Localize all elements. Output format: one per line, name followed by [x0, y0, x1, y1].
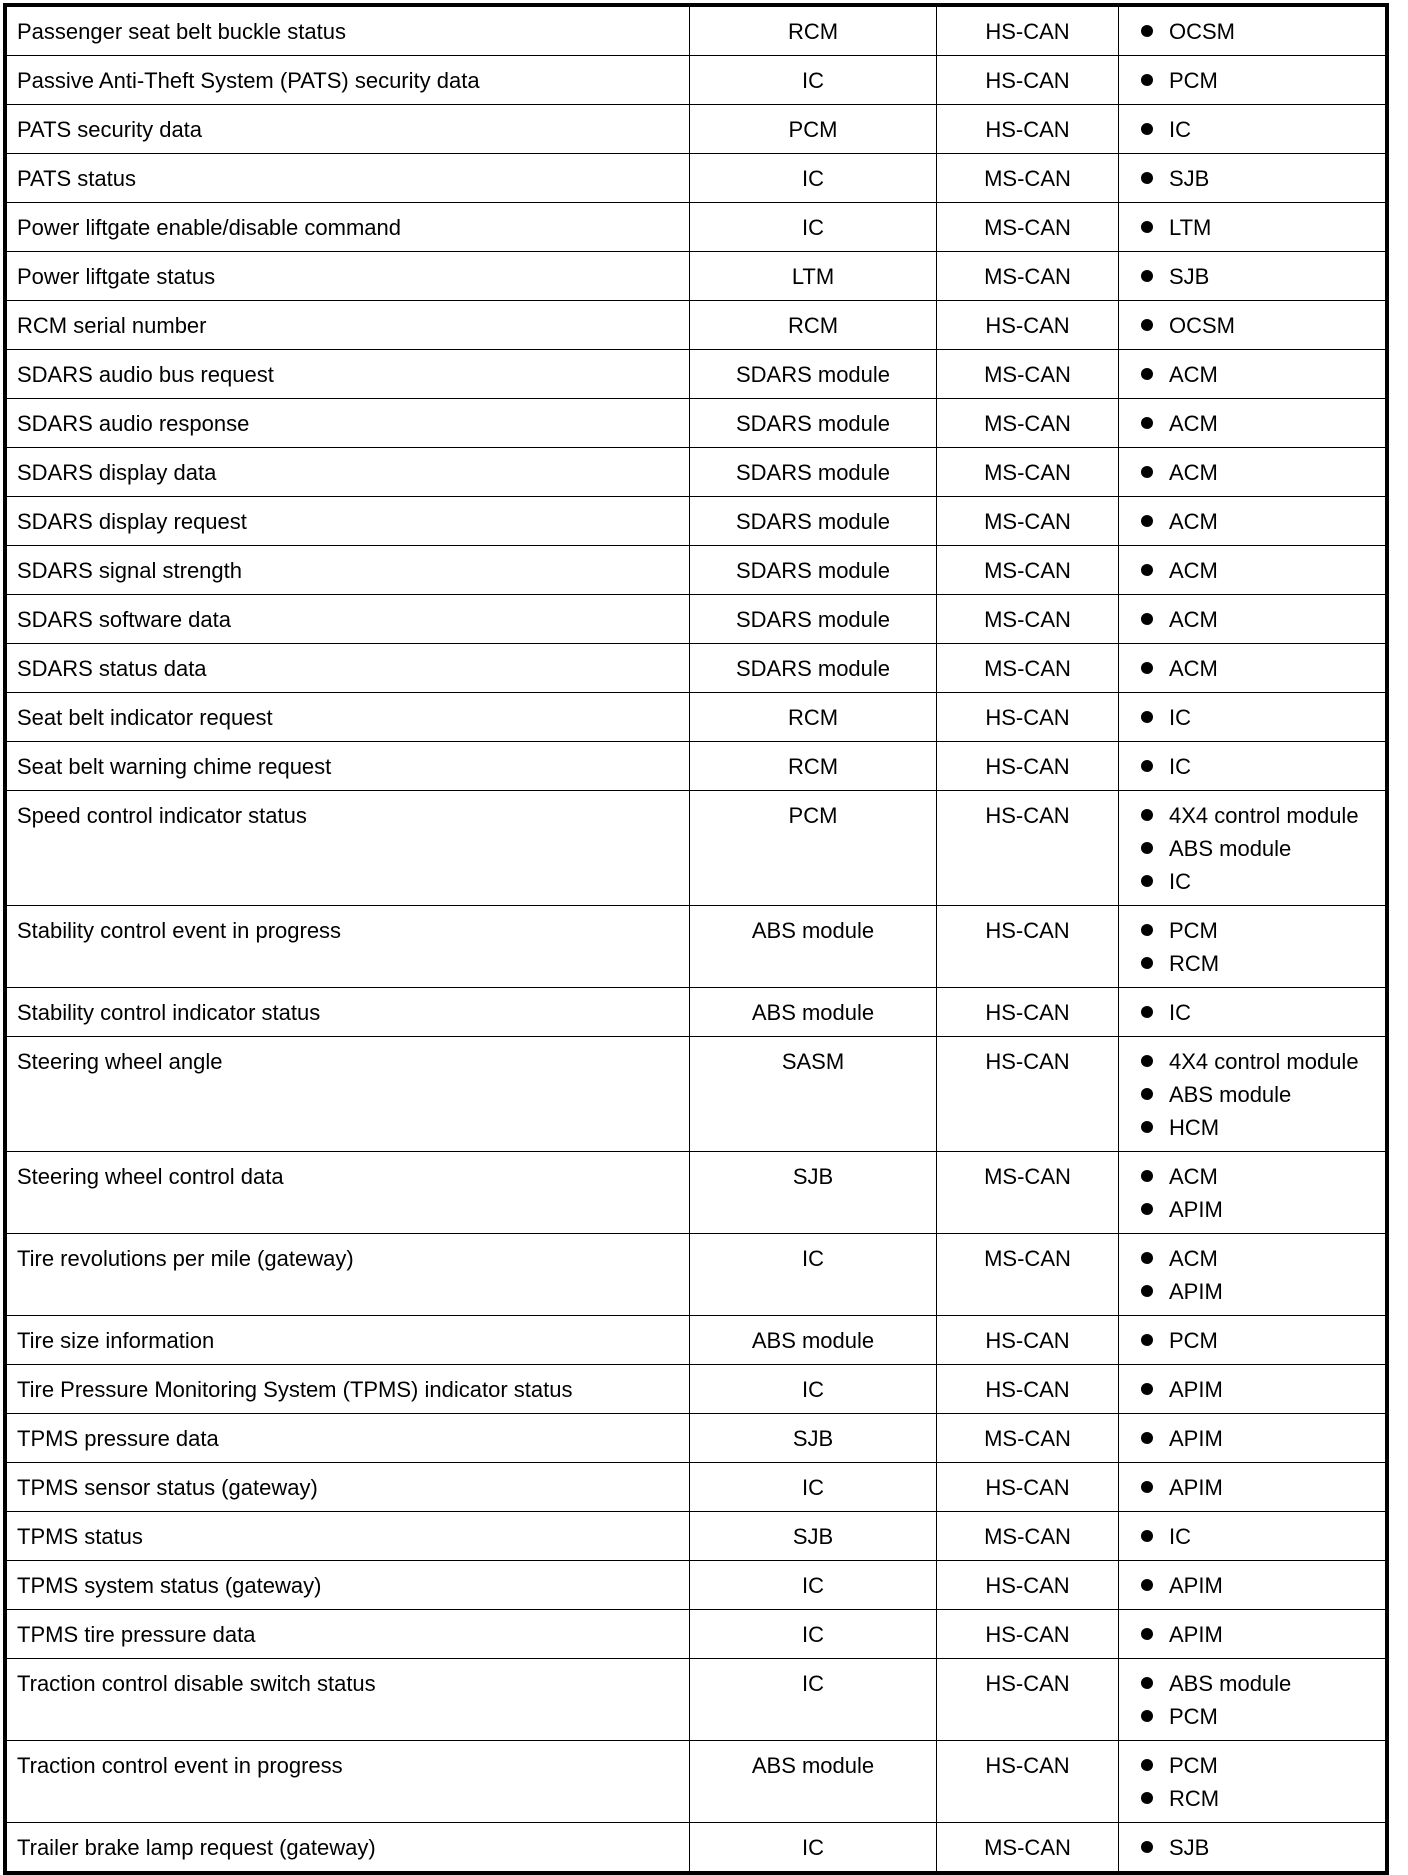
receivers-cell [1119, 1610, 1388, 1659]
bullet-icon [1141, 1121, 1153, 1133]
table-row [5, 1561, 1387, 1610]
message-cell: Tire revolutions per mile (gateway) [5, 1234, 690, 1316]
network-cell: HS-CAN [937, 906, 1119, 988]
message-cell: Power liftgate status [5, 252, 690, 301]
receiver-item [1141, 750, 1385, 783]
receivers-cell [1119, 105, 1388, 154]
originator-cell: SDARS module [690, 497, 937, 546]
receiver-label: OCSM [1169, 313, 1235, 338]
receiver-label: PCM [1169, 1753, 1218, 1778]
bullet-icon [1141, 319, 1153, 331]
receiver-item [1141, 1569, 1385, 1602]
bullet-icon [1141, 74, 1153, 86]
receivers-cell [1119, 1463, 1388, 1512]
message-cell: Steering wheel control data [5, 1152, 690, 1234]
bullet-icon [1141, 515, 1153, 527]
table-row [5, 1316, 1387, 1365]
network-cell: MS-CAN [937, 1414, 1119, 1463]
receivers-cell [1119, 1316, 1388, 1365]
table-row [5, 154, 1387, 203]
message-cell: Passenger seat belt buckle status [5, 5, 690, 56]
receiver-label: APIM [1169, 1426, 1223, 1451]
receiver-item [1141, 1667, 1385, 1700]
message-cell: PATS status [5, 154, 690, 203]
network-cell: MS-CAN [937, 1512, 1119, 1561]
receiver-label: IC [1169, 754, 1191, 779]
receivers-cell [1119, 1234, 1388, 1316]
network-cell: MS-CAN [937, 252, 1119, 301]
message-cell: TPMS sensor status (gateway) [5, 1463, 690, 1512]
network-cell: MS-CAN [937, 595, 1119, 644]
receivers-cell [1119, 350, 1388, 399]
bullet-icon [1141, 368, 1153, 380]
message-cell: SDARS audio bus request [5, 350, 690, 399]
table-row [5, 497, 1387, 546]
originator-cell: SDARS module [690, 448, 937, 497]
bullet-icon [1141, 1334, 1153, 1346]
originator-cell: ABS module [690, 1741, 937, 1823]
network-cell: MS-CAN [937, 448, 1119, 497]
receiver-item [1141, 1749, 1385, 1782]
receivers-cell [1119, 595, 1388, 644]
receiver-item [1141, 832, 1385, 865]
receiver-item [1141, 1618, 1385, 1651]
bullet-icon [1141, 1432, 1153, 1444]
table-row [5, 1610, 1387, 1659]
table-row [5, 546, 1387, 595]
receiver-item [1141, 1193, 1385, 1226]
bullet-icon [1141, 172, 1153, 184]
table-row [5, 252, 1387, 301]
message-cell: Power liftgate enable/disable command [5, 203, 690, 252]
receiver-label: ACM [1169, 1246, 1218, 1271]
network-cell: MS-CAN [937, 1152, 1119, 1234]
originator-cell: RCM [690, 742, 937, 791]
originator-cell: SJB [690, 1414, 937, 1463]
network-cell: MS-CAN [937, 154, 1119, 203]
receiver-item [1141, 799, 1385, 832]
bullet-icon [1141, 1203, 1153, 1215]
table-row [5, 644, 1387, 693]
receivers-cell [1119, 1414, 1388, 1463]
receivers-cell [1119, 693, 1388, 742]
bullet-icon [1141, 1759, 1153, 1771]
message-cell: SDARS software data [5, 595, 690, 644]
originator-cell: ABS module [690, 988, 937, 1037]
message-cell: SDARS status data [5, 644, 690, 693]
originator-cell: SJB [690, 1512, 937, 1561]
message-cell: Tire size information [5, 1316, 690, 1365]
receiver-item [1141, 996, 1385, 1029]
receiver-item [1141, 865, 1385, 898]
network-cell: HS-CAN [937, 1316, 1119, 1365]
message-cell: TPMS status [5, 1512, 690, 1561]
receiver-item [1141, 1111, 1385, 1144]
receiver-label: 4X4 control module [1169, 803, 1359, 828]
bullet-icon [1141, 711, 1153, 723]
table-row [5, 1512, 1387, 1561]
network-cell: MS-CAN [937, 1234, 1119, 1316]
table-row [5, 906, 1387, 988]
message-cell: SDARS display data [5, 448, 690, 497]
table-row [5, 1414, 1387, 1463]
table-row [5, 1152, 1387, 1234]
receivers-cell [1119, 1741, 1388, 1823]
network-cell: MS-CAN [937, 497, 1119, 546]
receiver-item [1141, 309, 1385, 342]
table-row [5, 1234, 1387, 1316]
originator-cell: IC [690, 154, 937, 203]
receiver-item [1141, 1422, 1385, 1455]
receiver-item [1141, 1045, 1385, 1078]
receivers-cell [1119, 742, 1388, 791]
receiver-label: IC [1169, 1524, 1191, 1549]
bullet-icon [1141, 25, 1153, 37]
network-cell: HS-CAN [937, 1610, 1119, 1659]
originator-cell: LTM [690, 252, 937, 301]
receiver-item [1141, 260, 1385, 293]
receivers-cell [1119, 5, 1388, 56]
message-cell: Stability control indicator status [5, 988, 690, 1037]
message-cell: Trailer brake lamp request (gateway) [5, 1823, 690, 1874]
receiver-label: APIM [1169, 1279, 1223, 1304]
receiver-item [1141, 456, 1385, 489]
bullet-icon [1141, 842, 1153, 854]
receiver-label: PCM [1169, 68, 1218, 93]
table-row [5, 399, 1387, 448]
bullet-icon [1141, 1841, 1153, 1853]
network-cell: HS-CAN [937, 5, 1119, 56]
receiver-label: APIM [1169, 1197, 1223, 1222]
receiver-item [1141, 554, 1385, 587]
message-cell: Steering wheel angle [5, 1037, 690, 1152]
message-cell: Passive Anti-Theft System (PATS) security data [5, 56, 690, 105]
receivers-cell [1119, 1037, 1388, 1152]
receiver-label: LTM [1169, 215, 1212, 240]
originator-cell: SDARS module [690, 595, 937, 644]
receiver-item [1141, 701, 1385, 734]
receivers-cell [1119, 546, 1388, 595]
bullet-icon [1141, 613, 1153, 625]
bullet-icon [1141, 1530, 1153, 1542]
receivers-cell [1119, 252, 1388, 301]
receiver-label: IC [1169, 1000, 1191, 1025]
receiver-label: ACM [1169, 558, 1218, 583]
receiver-item [1141, 1078, 1385, 1111]
originator-cell: SDARS module [690, 350, 937, 399]
originator-cell: IC [690, 1463, 937, 1512]
receiver-label: RCM [1169, 1786, 1220, 1811]
message-cell: Stability control event in progress [5, 906, 690, 988]
originator-cell: SJB [690, 1152, 937, 1234]
message-cell: Seat belt warning chime request [5, 742, 690, 791]
receiver-item [1141, 1782, 1385, 1815]
originator-cell: ABS module [690, 906, 937, 988]
originator-cell: IC [690, 1659, 937, 1741]
originator-cell: IC [690, 56, 937, 105]
receiver-item [1141, 1324, 1385, 1357]
bullet-icon [1141, 1252, 1153, 1264]
receivers-cell [1119, 988, 1388, 1037]
receivers-cell [1119, 906, 1388, 988]
bullet-icon [1141, 123, 1153, 135]
receiver-item [1141, 914, 1385, 947]
receivers-cell [1119, 56, 1388, 105]
originator-cell: IC [690, 203, 937, 252]
bullet-icon [1141, 957, 1153, 969]
message-cell: RCM serial number [5, 301, 690, 350]
message-cell: Traction control event in progress [5, 1741, 690, 1823]
table-row [5, 1741, 1387, 1823]
receiver-item [1141, 652, 1385, 685]
originator-cell: SDARS module [690, 644, 937, 693]
receiver-label: RCM [1169, 951, 1220, 976]
bullet-icon [1141, 760, 1153, 772]
receiver-label: IC [1169, 117, 1191, 142]
receiver-label: ACM [1169, 362, 1218, 387]
bullet-icon [1141, 1088, 1153, 1100]
message-cell: TPMS tire pressure data [5, 1610, 690, 1659]
network-cell: HS-CAN [937, 1463, 1119, 1512]
receivers-cell [1119, 399, 1388, 448]
bullet-icon [1141, 924, 1153, 936]
message-cell: SDARS display request [5, 497, 690, 546]
table-row [5, 988, 1387, 1037]
receiver-label: ACM [1169, 460, 1218, 485]
network-cell: HS-CAN [937, 301, 1119, 350]
bullet-icon [1141, 1677, 1153, 1689]
receiver-label: APIM [1169, 1573, 1223, 1598]
receivers-cell [1119, 1512, 1388, 1561]
bullet-icon [1141, 466, 1153, 478]
network-cell: HS-CAN [937, 791, 1119, 906]
originator-cell: IC [690, 1234, 937, 1316]
bullet-icon [1141, 1055, 1153, 1067]
table-row [5, 448, 1387, 497]
table-row [5, 105, 1387, 154]
receiver-item [1141, 947, 1385, 980]
bullet-icon [1141, 417, 1153, 429]
network-cell: MS-CAN [937, 203, 1119, 252]
network-cell: HS-CAN [937, 56, 1119, 105]
receiver-label: ABS module [1169, 836, 1292, 861]
receiver-label: IC [1169, 705, 1191, 730]
originator-cell: IC [690, 1610, 937, 1659]
receiver-label: PCM [1169, 1704, 1218, 1729]
message-cell: PATS security data [5, 105, 690, 154]
originator-cell: RCM [690, 693, 937, 742]
originator-cell: IC [690, 1365, 937, 1414]
table-row [5, 301, 1387, 350]
network-cell: HS-CAN [937, 1659, 1119, 1741]
receiver-item [1141, 1831, 1385, 1864]
bullet-icon [1141, 1628, 1153, 1640]
originator-cell: SASM [690, 1037, 937, 1152]
table-row [5, 350, 1387, 399]
receiver-label: ABS module [1169, 1082, 1292, 1107]
network-cell: MS-CAN [937, 1823, 1119, 1874]
table-row [5, 1037, 1387, 1152]
originator-cell: RCM [690, 5, 937, 56]
network-cell: HS-CAN [937, 1741, 1119, 1823]
network-message-table [3, 3, 1389, 1875]
receiver-item [1141, 162, 1385, 195]
network-cell: MS-CAN [937, 399, 1119, 448]
receiver-item [1141, 1373, 1385, 1406]
table-row [5, 791, 1387, 906]
bullet-icon [1141, 1006, 1153, 1018]
receiver-item [1141, 211, 1385, 244]
table-row [5, 595, 1387, 644]
receiver-label: SJB [1169, 264, 1210, 289]
receiver-label: ACM [1169, 1164, 1218, 1189]
table-row [5, 56, 1387, 105]
table-row [5, 5, 1387, 56]
receiver-item [1141, 1700, 1385, 1733]
receivers-cell [1119, 203, 1388, 252]
receiver-item [1141, 1471, 1385, 1504]
table-row [5, 693, 1387, 742]
receiver-label: ACM [1169, 411, 1218, 436]
receiver-label: PCM [1169, 1328, 1218, 1353]
receivers-cell [1119, 1365, 1388, 1414]
network-cell: HS-CAN [937, 1561, 1119, 1610]
receivers-cell [1119, 1152, 1388, 1234]
receivers-cell [1119, 644, 1388, 693]
receiver-item [1141, 603, 1385, 636]
receiver-label: SJB [1169, 166, 1210, 191]
bullet-icon [1141, 1383, 1153, 1395]
network-cell: HS-CAN [937, 988, 1119, 1037]
receiver-label: APIM [1169, 1377, 1223, 1402]
receivers-cell [1119, 1823, 1388, 1874]
receiver-label: IC [1169, 869, 1191, 894]
message-cell: TPMS pressure data [5, 1414, 690, 1463]
receiver-label: HCM [1169, 1115, 1220, 1140]
originator-cell: IC [690, 1561, 937, 1610]
message-cell: SDARS audio response [5, 399, 690, 448]
originator-cell: SDARS module [690, 546, 937, 595]
bullet-icon [1141, 1481, 1153, 1493]
originator-cell: SDARS module [690, 399, 937, 448]
originator-cell: IC [690, 1823, 937, 1874]
bullet-icon [1141, 1170, 1153, 1182]
receiver-item [1141, 113, 1385, 146]
bullet-icon [1141, 270, 1153, 282]
originator-cell: PCM [690, 105, 937, 154]
table-row [5, 1659, 1387, 1741]
receiver-label: ACM [1169, 509, 1218, 534]
network-cell: HS-CAN [937, 693, 1119, 742]
message-cell: TPMS system status (gateway) [5, 1561, 690, 1610]
receiver-label: OCSM [1169, 19, 1235, 44]
receivers-cell [1119, 1659, 1388, 1741]
bullet-icon [1141, 1792, 1153, 1804]
bullet-icon [1141, 1285, 1153, 1297]
bullet-icon [1141, 809, 1153, 821]
bullet-icon [1141, 1710, 1153, 1722]
receivers-cell [1119, 1561, 1388, 1610]
receiver-item [1141, 407, 1385, 440]
message-cell: SDARS signal strength [5, 546, 690, 595]
table-row [5, 1823, 1387, 1874]
table-row [5, 742, 1387, 791]
bullet-icon [1141, 662, 1153, 674]
receiver-item [1141, 1275, 1385, 1308]
message-cell: Traction control disable switch status [5, 1659, 690, 1741]
bullet-icon [1141, 1579, 1153, 1591]
receiver-label: APIM [1169, 1475, 1223, 1500]
table-row [5, 1463, 1387, 1512]
receiver-item [1141, 358, 1385, 391]
network-cell: HS-CAN [937, 742, 1119, 791]
receiver-item [1141, 1160, 1385, 1193]
receivers-cell [1119, 154, 1388, 203]
originator-cell: ABS module [690, 1316, 937, 1365]
receiver-item [1141, 505, 1385, 538]
network-cell: MS-CAN [937, 546, 1119, 595]
network-cell: MS-CAN [937, 350, 1119, 399]
bullet-icon [1141, 564, 1153, 576]
receiver-item [1141, 15, 1385, 48]
message-cell: Seat belt indicator request [5, 693, 690, 742]
network-cell: HS-CAN [937, 1365, 1119, 1414]
receiver-label: 4X4 control module [1169, 1049, 1359, 1074]
table-row [5, 203, 1387, 252]
bullet-icon [1141, 875, 1153, 887]
message-cell: Speed control indicator status [5, 791, 690, 906]
receiver-label: ACM [1169, 607, 1218, 632]
receiver-label: ACM [1169, 656, 1218, 681]
originator-cell: PCM [690, 791, 937, 906]
receivers-cell [1119, 497, 1388, 546]
message-cell: Tire Pressure Monitoring System (TPMS) indicator status [5, 1365, 690, 1414]
receiver-label: PCM [1169, 918, 1218, 943]
bullet-icon [1141, 221, 1153, 233]
receiver-item [1141, 1242, 1385, 1275]
receiver-label: APIM [1169, 1622, 1223, 1647]
network-cell: HS-CAN [937, 1037, 1119, 1152]
table-body [5, 5, 1387, 1873]
receivers-cell [1119, 791, 1388, 906]
receiver-item [1141, 1520, 1385, 1553]
receiver-item [1141, 64, 1385, 97]
network-cell: HS-CAN [937, 105, 1119, 154]
receivers-cell [1119, 448, 1388, 497]
receivers-cell [1119, 301, 1388, 350]
originator-cell: RCM [690, 301, 937, 350]
receiver-label: ABS module [1169, 1671, 1292, 1696]
table-row [5, 1365, 1387, 1414]
receiver-label: SJB [1169, 1835, 1210, 1860]
network-cell: MS-CAN [937, 644, 1119, 693]
